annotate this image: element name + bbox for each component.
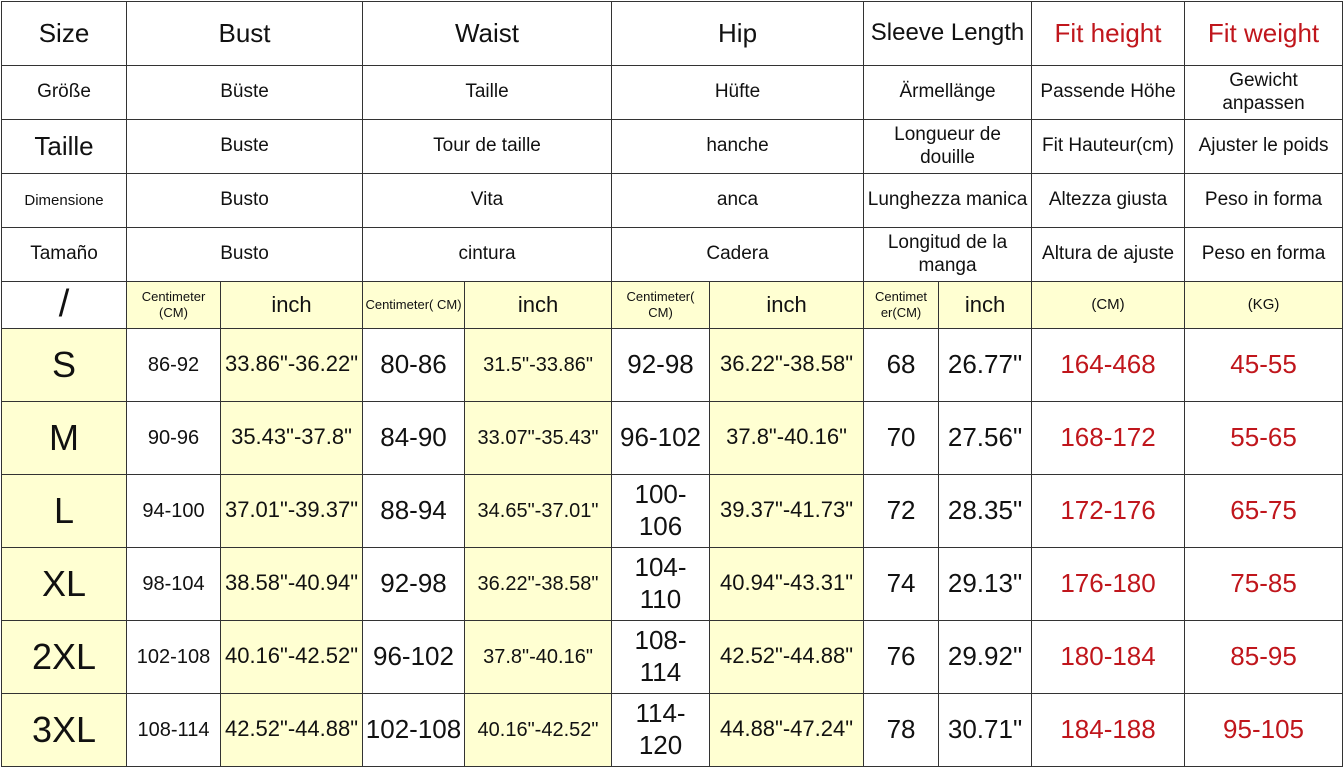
sleeve-cm: 78 [864,693,939,766]
header-fit-height-de: Passende Höhe [1032,66,1185,120]
bust-inch: 42.52"-44.88" [221,693,363,766]
header-sleeve-fr: Longueur de douille [864,120,1032,174]
header-sleeve-it: Lunghezza manica [864,174,1032,228]
table-row [2,620,1343,693]
size-label: 3XL [2,693,127,766]
waist-cm: 80-86 [363,328,465,401]
fit-height: 176-180 [1032,547,1185,620]
units-slash: / [2,282,127,329]
header-waist-de: Taille [363,66,612,120]
hip-cm: 114-120 [612,693,710,766]
header-fit-weight-fr: Ajuster le poids [1185,120,1343,174]
waist-inch: 37.8"-40.16" [465,620,612,693]
sleeve-inch: 26.77" [939,328,1032,401]
bust-inch: 35.43"-37.8" [221,401,363,474]
fit-height: 184-188 [1032,693,1185,766]
bust-cm: 90-96 [127,401,221,474]
header-fit-weight: Fit weight [1185,2,1343,66]
bust-cm: 94-100 [127,474,221,547]
bust-inch: 38.58"-40.94" [221,547,363,620]
unit-hip-inch: inch [710,282,864,329]
waist-inch: 34.65"-37.01" [465,474,612,547]
sleeve-inch: 27.56" [939,401,1032,474]
header-sleeve-de: Ärmellänge [864,66,1032,120]
header-row-es [2,228,1343,282]
header-hip-it: anca [612,174,864,228]
bust-inch: 33.86"-36.22" [221,328,363,401]
bust-inch: 37.01"-39.37" [221,474,363,547]
header-row-fr [2,120,1343,174]
waist-inch: 40.16"-42.52" [465,693,612,766]
bust-inch: 40.16"-42.52" [221,620,363,693]
bust-cm: 86-92 [127,328,221,401]
fit-weight: 75-85 [1185,547,1343,620]
waist-cm: 92-98 [363,547,465,620]
header-hip-es: Cadera [612,228,864,282]
hip-cm: 108-114 [612,620,710,693]
hip-cm: 96-102 [612,401,710,474]
hip-inch: 44.88"-47.24" [710,693,864,766]
waist-cm: 96-102 [363,620,465,693]
waist-inch: 31.5"-33.86" [465,328,612,401]
fit-weight: 65-75 [1185,474,1343,547]
header-fit-weight-de: Gewicht anpassen [1185,66,1343,120]
hip-inch: 36.22"-38.58" [710,328,864,401]
size-label: 2XL [2,620,127,693]
sleeve-inch: 28.35" [939,474,1032,547]
fit-weight: 85-95 [1185,620,1343,693]
header-hip-fr: hanche [612,120,864,174]
header-sleeve: Sleeve Length [864,2,1032,66]
fit-height: 168-172 [1032,401,1185,474]
header-size-fr: Taille [2,120,127,174]
header-size-it: Dimensione [2,174,127,228]
bust-cm: 102-108 [127,620,221,693]
waist-inch: 36.22"-38.58" [465,547,612,620]
hip-cm: 104-110 [612,547,710,620]
size-label: L [2,474,127,547]
header-fit-weight-it: Peso in forma [1185,174,1343,228]
unit-sleeve-cm: Centimet er(CM) [864,282,939,329]
header-waist: Waist [363,2,612,66]
header-bust: Bust [127,2,363,66]
table-row [2,474,1343,547]
hip-inch: 39.37"-41.73" [710,474,864,547]
waist-cm: 84-90 [363,401,465,474]
header-row-it [2,174,1343,228]
unit-hip-cm: Centimeter( CM) [612,282,710,329]
header-fit-height-es: Altura de ajuste [1032,228,1185,282]
header-fit-height-it: Altezza giusta [1032,174,1185,228]
unit-bust-cm: Centimeter (CM) [127,282,221,329]
header-row-en [2,2,1343,66]
unit-bust-inch: inch [221,282,363,329]
size-label: XL [2,547,127,620]
waist-inch: 33.07"-35.43" [465,401,612,474]
header-row-de [2,66,1343,120]
bust-cm: 108-114 [127,693,221,766]
sleeve-inch: 29.92" [939,620,1032,693]
header-sleeve-es: Longitud de la manga [864,228,1032,282]
header-bust-it: Busto [127,174,363,228]
header-size: Size [2,2,127,66]
fit-height: 180-184 [1032,620,1185,693]
header-hip: Hip [612,2,864,66]
unit-waist-cm: Centimeter( CM) [363,282,465,329]
hip-cm: 92-98 [612,328,710,401]
header-bust-de: Büste [127,66,363,120]
header-bust-fr: Buste [127,120,363,174]
waist-cm: 102-108 [363,693,465,766]
bust-cm: 98-104 [127,547,221,620]
size-label: M [2,401,127,474]
sleeve-cm: 72 [864,474,939,547]
header-size-es: Tamaño [2,228,127,282]
unit-weight: (KG) [1185,282,1343,329]
unit-sleeve-inch: inch [939,282,1032,329]
header-hip-de: Hüfte [612,66,864,120]
sleeve-cm: 74 [864,547,939,620]
hip-inch: 40.94"-43.31" [710,547,864,620]
unit-waist-inch: inch [465,282,612,329]
waist-cm: 88-94 [363,474,465,547]
size-label: S [2,328,127,401]
table-row [2,401,1343,474]
header-waist-it: Vita [363,174,612,228]
header-waist-fr: Tour de taille [363,120,612,174]
fit-weight: 55-65 [1185,401,1343,474]
header-fit-height-fr: Fit Hauteur(cm) [1032,120,1185,174]
header-bust-es: Busto [127,228,363,282]
table-row [2,693,1343,766]
sleeve-cm: 76 [864,620,939,693]
header-fit-height: Fit height [1032,2,1185,66]
table-row [2,328,1343,401]
hip-cm: 100-106 [612,474,710,547]
sleeve-cm: 68 [864,328,939,401]
fit-weight: 95-105 [1185,693,1343,766]
sleeve-inch: 29.13" [939,547,1032,620]
sleeve-cm: 70 [864,401,939,474]
hip-inch: 42.52"-44.88" [710,620,864,693]
size-chart-table [1,1,1343,767]
header-waist-es: cintura [363,228,612,282]
unit-height: (CM) [1032,282,1185,329]
table-row [2,547,1343,620]
sleeve-inch: 30.71" [939,693,1032,766]
fit-weight: 45-55 [1185,328,1343,401]
hip-inch: 37.8"-40.16" [710,401,864,474]
fit-height: 164-468 [1032,328,1185,401]
units-row [2,282,1343,329]
header-fit-weight-es: Peso en forma [1185,228,1343,282]
header-size-de: Größe [2,66,127,120]
fit-height: 172-176 [1032,474,1185,547]
